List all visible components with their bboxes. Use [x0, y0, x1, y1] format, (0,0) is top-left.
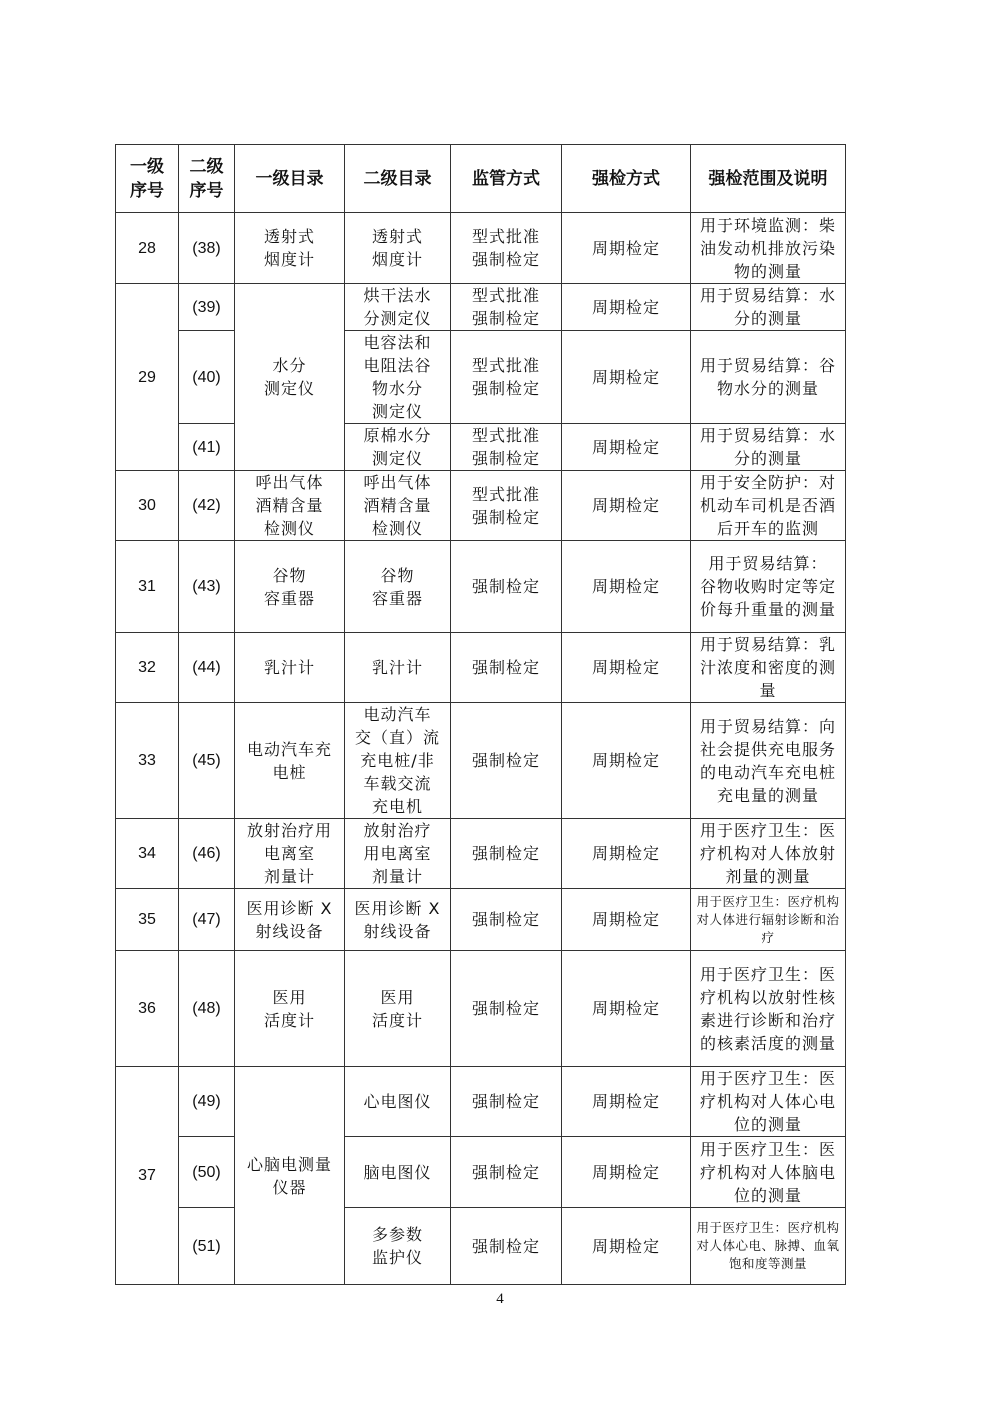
l1-number: 31 — [116, 541, 179, 633]
l1-number: 28 — [116, 213, 179, 284]
page-number: 4 — [496, 1291, 504, 1307]
inspection-mode: 周期检定 — [562, 471, 691, 541]
supervision: 强制检定 — [451, 1137, 562, 1208]
header-category-2: 二级目录 — [345, 145, 451, 213]
table-row — [116, 703, 846, 819]
table-row — [116, 1137, 846, 1208]
l1-number: 30 — [116, 471, 179, 541]
category-2: 放射治疗 用电离室 剂量计 — [345, 819, 451, 889]
table-row — [116, 284, 846, 331]
category-2: 烘干法水 分测定仪 — [345, 284, 451, 331]
header-category-1: 一级目录 — [235, 145, 345, 213]
table-row — [116, 424, 846, 471]
scope-description: 用于医疗卫生：医疗机构对人体脑电位的测量 — [691, 1137, 846, 1208]
table-row — [116, 471, 846, 541]
category-1: 呼出气体 酒精含量 检测仪 — [235, 471, 345, 541]
supervision: 型式批准 强制检定 — [451, 284, 562, 331]
header-scope: 强检范围及说明 — [691, 145, 846, 213]
supervision: 型式批准 强制检定 — [451, 213, 562, 284]
inspection-mode: 周期检定 — [562, 1137, 691, 1208]
l2-number: (48) — [179, 951, 235, 1067]
l2-number: (41) — [179, 424, 235, 471]
l2-number: (49) — [179, 1067, 235, 1137]
inspection-mode: 周期检定 — [562, 633, 691, 703]
category-2: 谷物 容重器 — [345, 541, 451, 633]
scope-description: 用于医疗卫生：医疗机构对人体放射剂量的测量 — [691, 819, 846, 889]
table-row — [116, 633, 846, 703]
header-row — [116, 145, 846, 213]
table-row — [116, 1208, 846, 1285]
l2-number: (46) — [179, 819, 235, 889]
header-supervision: 监管方式 — [451, 145, 562, 213]
l1-number: 37 — [116, 1067, 179, 1285]
category-2: 医用诊断 X 射线设备 — [345, 889, 451, 951]
scope-description: 用于安全防护：对机动车司机是否酒后开车的监测 — [691, 471, 846, 541]
category-2: 乳汁计 — [345, 633, 451, 703]
category-1: 水分 测定仪 — [235, 284, 345, 471]
table-row — [116, 889, 846, 951]
category-1: 医用 活度计 — [235, 951, 345, 1067]
category-2: 多参数 监护仪 — [345, 1208, 451, 1285]
category-2: 脑电图仪 — [345, 1137, 451, 1208]
l2-number: (44) — [179, 633, 235, 703]
table-row — [116, 819, 846, 889]
l2-number: (50) — [179, 1137, 235, 1208]
l1-number: 36 — [116, 951, 179, 1067]
inspection-mode: 周期检定 — [562, 541, 691, 633]
header-l1-number: 一级 序号 — [116, 145, 179, 213]
supervision: 型式批准 强制检定 — [451, 331, 562, 424]
table-row — [116, 331, 846, 424]
table-row — [116, 541, 846, 633]
inspection-mode: 周期检定 — [562, 1208, 691, 1285]
inspection-mode: 周期检定 — [562, 703, 691, 819]
inspection-mode: 周期检定 — [562, 889, 691, 951]
table-row — [116, 213, 846, 284]
scope-description: 用于环境监测：柴油发动机排放污染物的测量 — [691, 213, 846, 284]
header-inspection-mode: 强检方式 — [562, 145, 691, 213]
category-1: 乳汁计 — [235, 633, 345, 703]
scope-description: 用于贸易结算： 谷物收购时定等定价每升重量的测量 — [691, 541, 846, 633]
l2-number: (40) — [179, 331, 235, 424]
category-1: 放射治疗用 电离室 剂量计 — [235, 819, 345, 889]
header-l2-number: 二级 序号 — [179, 145, 235, 213]
category-2: 原棉水分 测定仪 — [345, 424, 451, 471]
l2-number: (43) — [179, 541, 235, 633]
l2-number: (51) — [179, 1208, 235, 1285]
scope-description: 用于贸易结算：乳汁浓度和密度的测量 — [691, 633, 846, 703]
scope-description: 用于贸易结算：水分的测量 — [691, 424, 846, 471]
l1-number: 35 — [116, 889, 179, 951]
category-1: 谷物 容重器 — [235, 541, 345, 633]
scope-description: 用于贸易结算：谷物水分的测量 — [691, 331, 846, 424]
category-1: 医用诊断 X 射线设备 — [235, 889, 345, 951]
category-2: 呼出气体 酒精含量 检测仪 — [345, 471, 451, 541]
inspection-mode: 周期检定 — [562, 424, 691, 471]
category-2: 医用 活度计 — [345, 951, 451, 1067]
scope-description: 用于医疗卫生：医疗机构以放射性核素进行诊断和治疗的核素活度的测量 — [691, 951, 846, 1067]
category-1: 透射式 烟度计 — [235, 213, 345, 284]
inspection-mode: 周期检定 — [562, 213, 691, 284]
inspection-mode: 周期检定 — [562, 284, 691, 331]
category-2: 电容法和 电阻法谷 物水分 测定仪 — [345, 331, 451, 424]
supervision: 强制检定 — [451, 819, 562, 889]
category-2: 心电图仪 — [345, 1067, 451, 1137]
table-row — [116, 951, 846, 1067]
category-1: 心脑电测量 仪器 — [235, 1067, 345, 1285]
scope-description: 用于医疗卫生：医疗机构对人体心电位的测量 — [691, 1067, 846, 1137]
table-row — [116, 1067, 846, 1137]
supervision: 强制检定 — [451, 951, 562, 1067]
inspection-mode: 周期检定 — [562, 1067, 691, 1137]
supervision: 型式批准 强制检定 — [451, 424, 562, 471]
scope-description: 用于医疗卫生：医疗机构对人体进行辐射诊断和治疗 — [691, 889, 846, 951]
inspection-mode: 周期检定 — [562, 331, 691, 424]
scope-description: 用于贸易结算：水分的测量 — [691, 284, 846, 331]
scope-description: 用于贸易结算：向社会提供充电服务的电动汽车充电桩充电量的测量 — [691, 703, 846, 819]
l2-number: (45) — [179, 703, 235, 819]
supervision: 强制检定 — [451, 541, 562, 633]
l1-number: 33 — [116, 703, 179, 819]
category-2: 透射式 烟度计 — [345, 213, 451, 284]
l2-number: (38) — [179, 213, 235, 284]
regulation-table — [115, 144, 846, 1285]
l1-number: 29 — [116, 284, 179, 471]
category-2: 电动汽车 交（直）流 充电桩/非 车载交流 充电机 — [345, 703, 451, 819]
inspection-mode: 周期检定 — [562, 951, 691, 1067]
l2-number: (47) — [179, 889, 235, 951]
inspection-mode: 周期检定 — [562, 819, 691, 889]
supervision: 强制检定 — [451, 1208, 562, 1285]
category-1: 电动汽车充 电桩 — [235, 703, 345, 819]
supervision: 强制检定 — [451, 1067, 562, 1137]
l2-number: (42) — [179, 471, 235, 541]
supervision: 强制检定 — [451, 703, 562, 819]
supervision: 强制检定 — [451, 889, 562, 951]
l1-number: 32 — [116, 633, 179, 703]
l2-number: (39) — [179, 284, 235, 331]
supervision: 型式批准 强制检定 — [451, 471, 562, 541]
l1-number: 34 — [116, 819, 179, 889]
scope-description: 用于医疗卫生：医疗机构对人体心电、脉搏、血氧饱和度等测量 — [691, 1208, 846, 1285]
supervision: 强制检定 — [451, 633, 562, 703]
